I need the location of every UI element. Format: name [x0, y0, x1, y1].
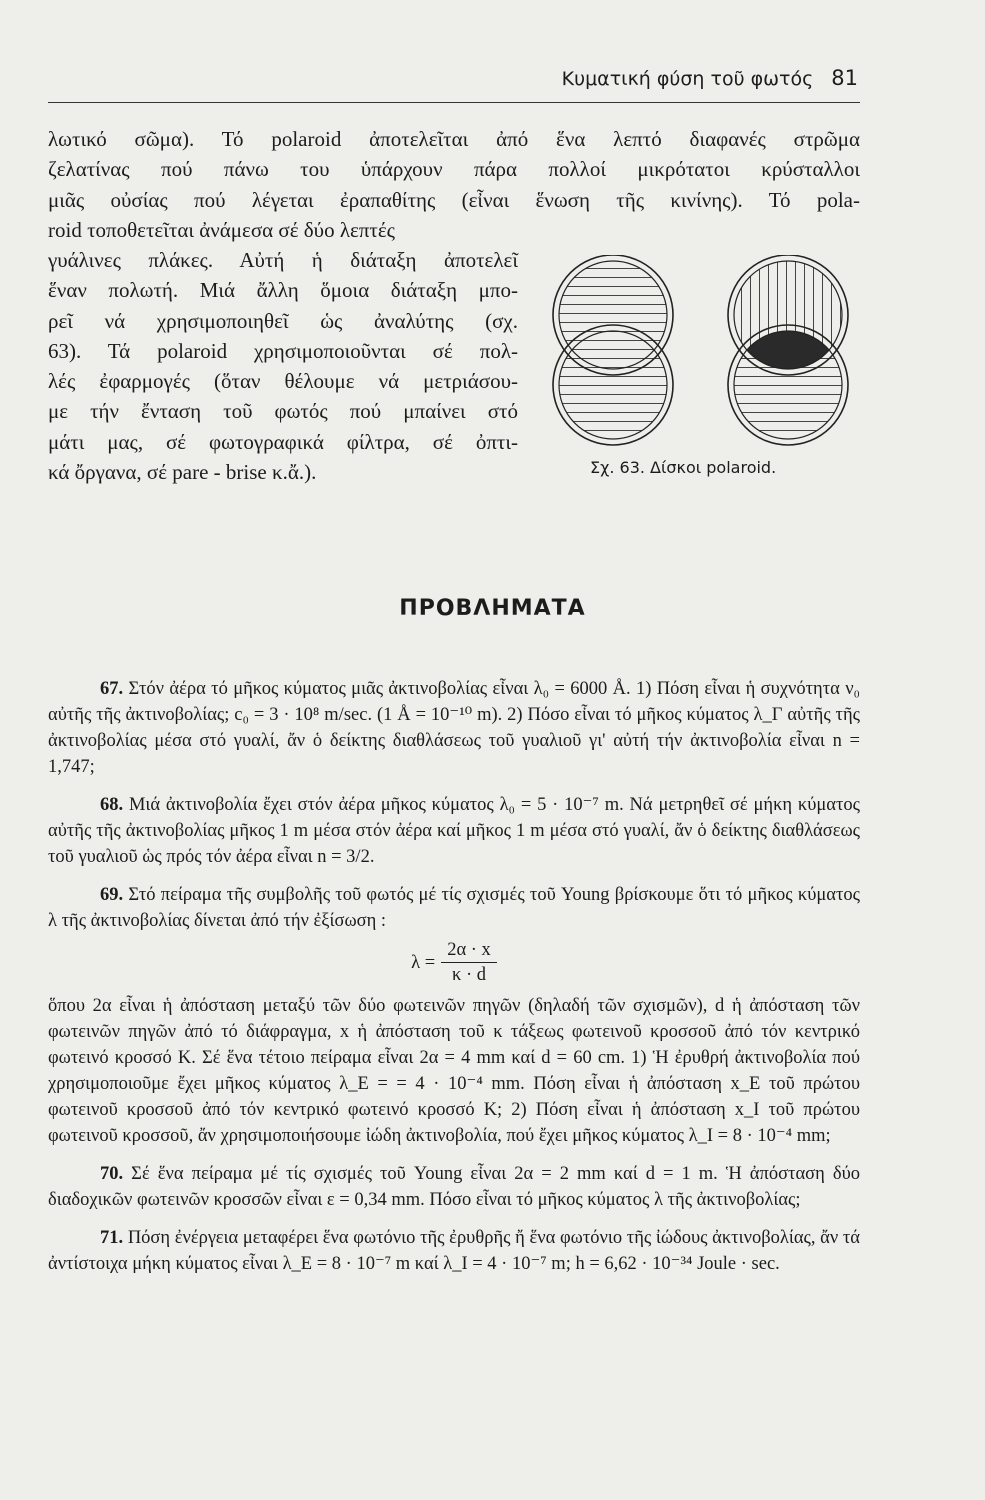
problem-text-continued: ὅπου 2α εἶναι ἡ ἀπόσταση μεταξύ τῶν δύο φωτεινῶν πηγῶν (δηλαδή τῶν σχισμῶν), d ἡ ἀπόσταση τῶν φωτεινῶν πηγῶν ἀπό τό διάφραγμα, x ἡ ἀπόσταση τοῦ κ τάξεως φωτεινοῦ κροσσοῦ ἀπό τόν κεντρικό φωτεινό κροσσό Κ. Σέ ἕνα τέτοιο πείραμα εἶναι 2α = 4 mm καί d = 60 cm. 1) Ἡ ἐρυθρή ἀκτινοβολία πού χρησιμοποιοῦμε ἔχει μῆκος κύματος λ_E = = 4 · 10⁻⁴ mm. Πόση εἶναι ἡ ἀπόσταση x_E τοῦ πρώτου φωτεινοῦ κροσσοῦ ἀπό τόν κεντρικό φωτεινό κροσσό Κ; 2) Πόση εἶναι ἡ ἀπόσταση x_I τοῦ πρώτου φωτεινοῦ κροσσοῦ, ἄν χρησιμοποιήσουμε ἰώδη ἀκτινοβολία, πού ἔχει μῆκος κύματος λ_I = 8 · 10⁻⁴ mm;: [48, 996, 860, 1146]
problem-number: 70.: [100, 1164, 124, 1184]
intro-paragraph: [48, 124, 860, 245]
intro-line: 63). Τά polaroid χρησιμοποιοῦνται σέ πολ-: [48, 338, 518, 363]
problem-70: [48, 1161, 860, 1213]
problem-number: 67.: [100, 679, 124, 699]
problem-text: Μιά ἀκτινοβολία ἔχει στόν ἀέρα μῆκος κύματος λ₀ = 5 · 10⁻⁷ m. Νά μετρηθεῖ σέ μήκη κύματος αὐτῆς τῆς ἀκτινοβολίας μῆκος 1 m μέσα στόν ἀέρα καί μῆκος 1 m μέσα στό γυαλί, ἄν ὁ δείκτης διαθλάσεως τοῦ γυαλιοῦ ὡς πρός τόν ἀέρα εἶναι n = 3/2.: [48, 795, 861, 867]
problem-67: [48, 676, 860, 780]
running-title: Κυματική φύση τοῦ φωτός: [561, 68, 814, 90]
intro-line: μιᾶς οὐσίας πού λέγεται ἐραπαθίτης (εἶναι ἕνωση τῆς κινίνης). Τό pola-: [48, 187, 860, 212]
intro-line: ζελατίνας πού πάνω του ὑπάρχουν πάρα πολλοί μικρότατοι κρύσταλλοι: [48, 157, 860, 182]
running-header: [540, 66, 858, 90]
parallel-polaroid-pair: [548, 255, 678, 445]
page-number: 81: [831, 66, 858, 90]
section-title: ΠΡΟΒΛΗΜΑΤΑ: [399, 596, 586, 621]
problem-number: 68.: [100, 795, 124, 815]
wavelength-formula: [48, 938, 860, 987]
problem-text: Στόν ἀέρα τό μῆκος κύματος μιᾶς ἀκτινοβολίας εἶναι λ₀ = 6000 Å. 1) Πόση εἶναι ἡ συχνότητα ν₀ αὐτῆς τῆς ἀκτινοβολίας; c₀ = 3 · 10⁸ m/sec. (1 Å = 10⁻¹⁰ m). 2) Πόσο εἶναι τό μῆκος κύματος λ_Γ αὐτῆς τῆς ἀκτινοβολίας μέσα στό γυαλί, ἄν ὁ δείκτης διαθλάσεως τοῦ γυαλιοῦ γι' αὐτή τήν ἀκτινοβολία εἶναι n = 1,747;: [48, 679, 861, 777]
header-rule: [48, 102, 860, 103]
intro-line: κά ὄργανα, σέ pare - brise κ.ἄ.).: [48, 460, 317, 485]
intro-line: λωτικό σῶμα). Τό polaroid ἀποτελεῖται ἀπό ἕνα λεπτό διαφανές στρῶμα: [48, 127, 860, 151]
intro-line: μάτι μας, σέ φωτογραφικά φίλτρα, σέ ὀπτι-: [48, 429, 518, 454]
intro-line: ἕναν πολωτή. Μιά ἄλλη ὅμοια διάταξη μπο-: [48, 278, 518, 303]
intro-line: λές ἐφαρμογές (ὅταν θέλουμε νά μετριάσου-: [48, 369, 518, 394]
problem-68: [48, 792, 860, 870]
problem-number: 71.: [100, 1228, 124, 1248]
problem-text: Σέ ἕνα πείραμα μέ τίς σχισμές τοῦ Young εἶναι 2α = 2 mm καί d = 1 m. Ἡ ἀπόσταση δύο διαδοχικῶν φωτεινῶν κροσσῶν εἶναι ε = 0,34 mm. Πόσο εἶναι τό μῆκος κύματος λ τῆς ἀκτινοβολίας;: [48, 1164, 860, 1210]
formula-denominator: κ · d: [452, 965, 486, 985]
problem-71: [48, 1225, 860, 1277]
problem-number: 69.: [100, 885, 124, 905]
intro-line: roid τοποθετεῖται ἀνάμεσα σέ δύο λεπτές: [48, 217, 396, 242]
intro-line: ρεῖ νά χρησιμοποιηθεῖ ὡς ἀναλύτης (σχ.: [48, 308, 518, 333]
problem-text: Πόση ἐνέργεια μεταφέρει ἕνα φωτόνιο τῆς ἐρυθρῆς ἤ ἕνα φωτόνιο τῆς ἰώδους ἀκτινοβολίας, ἄν τά ἀντίστοιχα μήκη κύματος εἶναι λ_E = 8 · 10⁻⁷ m καί λ_I = 4 · 10⁻⁷ m; h = 6,62 · 10⁻³⁴ Joule · sec.: [48, 1228, 860, 1274]
formula-lhs: λ =: [411, 952, 436, 973]
crossed-polaroid-pair: [718, 255, 858, 445]
formula-numerator: 2α · x: [441, 938, 497, 963]
figure-caption: Σχ. 63. Δίσκοι polaroid.: [590, 458, 777, 477]
intro-paragraph-narrow: [48, 245, 518, 487]
formula-fraction: [441, 938, 497, 987]
intro-line: με τήν ἔνταση τοῦ φωτός πού μπαίνει στό: [48, 399, 518, 424]
problem-text: Στό πείραμα τῆς συμβολῆς τοῦ φωτός μέ τίς σχισμές τοῦ Young βρίσκουμε ὅτι τό μῆκος κύματος λ τῆς ἀκτινοβολίας δίνεται ἀπό τήν ἐξίσωση :: [48, 885, 860, 931]
intro-line: γυάλινες πλάκες. Αὐτή ἡ διάταξη ἀποτελεῖ: [48, 248, 518, 272]
problem-69: [48, 882, 860, 1149]
problems-list: [48, 676, 860, 1289]
